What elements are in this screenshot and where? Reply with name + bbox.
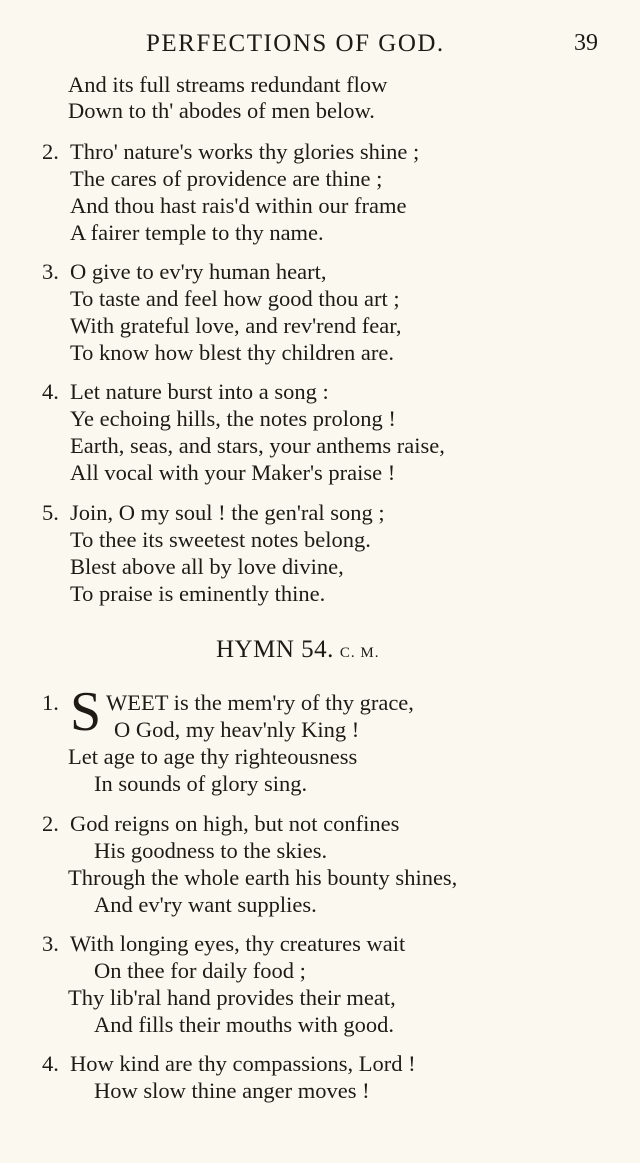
verse-line: To praise is eminently thine. (70, 581, 326, 606)
verse-line: With grateful love, and rev'rend fear, (70, 313, 402, 338)
verse-line: Down to th' abodes of men below. (68, 98, 375, 123)
verse-line: Ye echoing hills, the notes prolong ! (70, 406, 396, 431)
verse-line: God reigns on high, but not confines (70, 811, 400, 836)
verse-line: To thee its sweetest notes belong. (70, 527, 371, 552)
verse-line: Let age to age thy righteousness (68, 744, 358, 769)
verse-line: And ev'ry want supplies. (94, 892, 317, 917)
verse-line: Blest above all by love divine, (70, 554, 344, 579)
stanza-number: 1. (42, 690, 59, 715)
verse-line: And its full streams redundant flow (68, 72, 388, 97)
verse-line: WEET is the mem'ry of thy grace, (106, 690, 414, 715)
stanza-number: 3. (42, 931, 59, 956)
verse-line: All vocal with your Maker's praise ! (70, 460, 396, 485)
verse-line: A fairer temple to thy name. (70, 220, 324, 245)
drop-cap: S (70, 681, 102, 743)
verse-line: O give to ev'ry human heart, (70, 259, 327, 284)
verse-line: And fills their mouths with good. (94, 1012, 394, 1037)
verse-line: O God, my heav'nly King ! (114, 717, 360, 742)
hymn-meter: C. M. (339, 645, 380, 661)
stanza-number: 2. (42, 139, 59, 164)
stanza-number: 3. (42, 259, 59, 284)
verse-line: How kind are thy compassions, Lord ! (70, 1051, 416, 1076)
verse-line: In sounds of glory sing. (94, 771, 308, 796)
verse-line: How slow thine anger moves ! (94, 1078, 370, 1103)
running-title: PERFECTIONS OF GOD. (146, 30, 445, 57)
verse-line: The cares of providence are thine ; (70, 166, 383, 191)
verse-line: Thy lib'ral hand provides their meat, (68, 985, 396, 1010)
stanza-number: 5. (42, 500, 59, 525)
verse-line: On thee for daily food ; (94, 958, 306, 983)
hymn-heading (216, 636, 380, 664)
stanza-number: 2. (42, 811, 59, 836)
verse-line: Thro' nature's works thy glories shine ; (70, 139, 420, 164)
verse-line: To know how blest thy children are. (70, 340, 394, 365)
stanza-number: 4. (42, 1051, 59, 1076)
verse-line: Through the whole earth his bounty shines, (68, 865, 458, 890)
stanza-number: 4. (42, 379, 59, 404)
verse-line: Earth, seas, and stars, your anthems raise, (70, 433, 445, 458)
verse-line: His goodness to the skies. (94, 838, 328, 863)
verse-line: Join, O my soul ! the gen'ral song ; (70, 500, 385, 525)
verse-line: Let nature burst into a song : (70, 379, 329, 404)
page-number: 39 (574, 30, 598, 56)
verse-line: And thou hast rais'd within our frame (70, 193, 407, 218)
verse-line: To taste and feel how good thou art ; (70, 286, 400, 311)
verse-line: With longing eyes, thy creatures wait (70, 931, 406, 956)
hymn-title: HYMN 54. (216, 636, 334, 663)
